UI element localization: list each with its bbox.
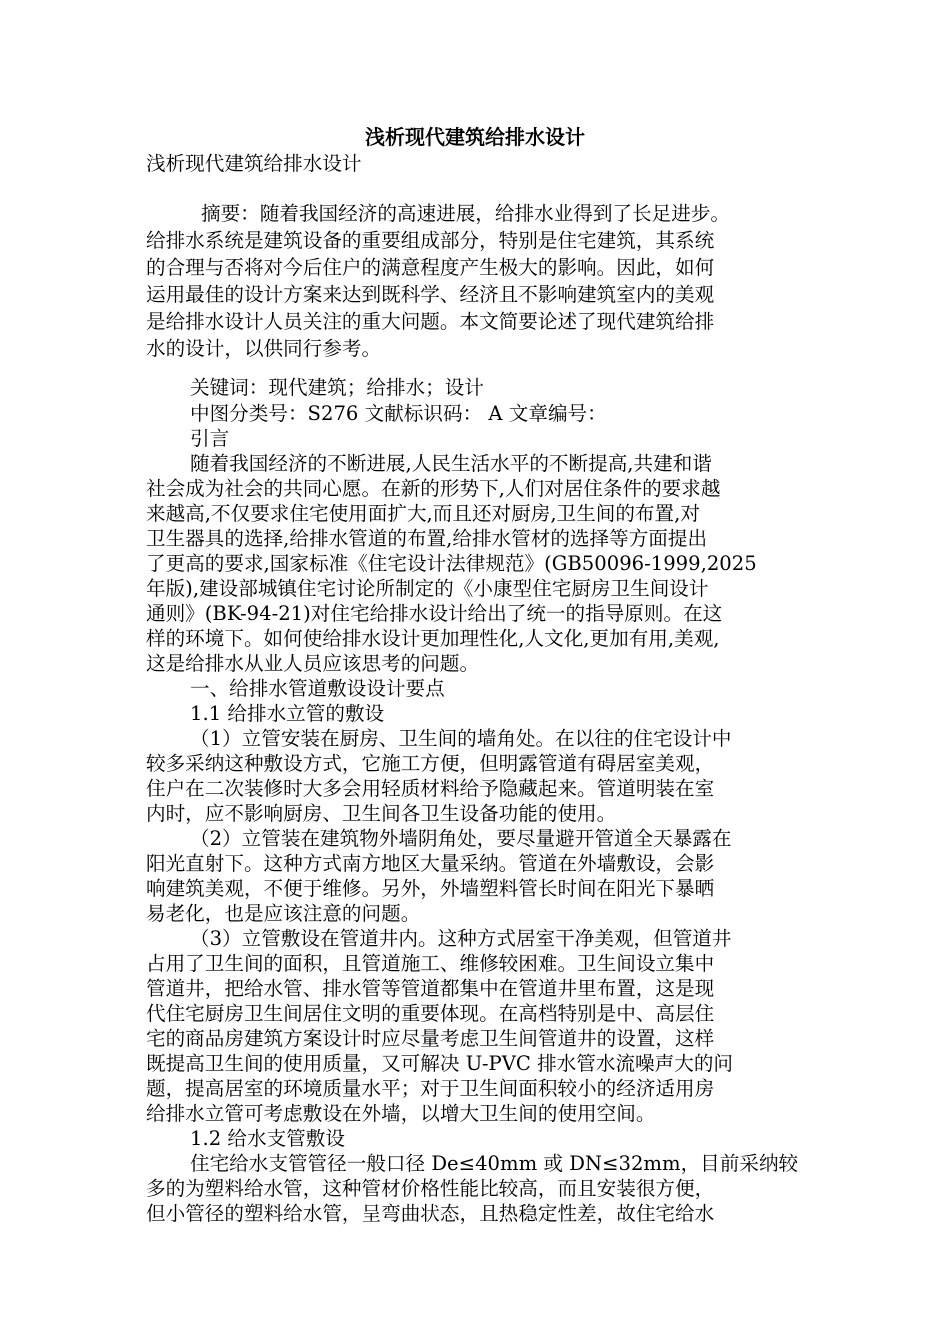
subsection-heading: 1.1 给排水立管的敷设 bbox=[190, 702, 385, 725]
para4-line: 多的为塑料给水管，这种管材价格性能比较高，而且安装很方便， bbox=[146, 1177, 715, 1200]
abstract-line: 水的设计，以供同行参考。 bbox=[146, 337, 382, 360]
para1-line: 内时，应不影响厨房、卫生间各卫生设备功能的使用。 bbox=[146, 802, 617, 825]
para1-line: （1）立管安装在厨房、卫生间的墙角处。在以往的住宅设计中 bbox=[190, 727, 732, 750]
para2-line: 响建筑美观，不便于维修。另外，外墙塑料管长时间在阳光下暴晒 bbox=[146, 877, 715, 900]
intro-line: 这是给排水从业人员应该思考的问题。 bbox=[146, 652, 480, 675]
document-subtitle: 浅析现代建筑给排水设计 bbox=[146, 152, 362, 175]
para3-line: （3）立管敷设在管道井内。这种方式居室干净美观，但管道井 bbox=[190, 927, 732, 950]
para2-line: 阳光直射下。这种方式南方地区大量采纳。管道在外墙敷设，会影 bbox=[146, 852, 715, 875]
intro-line: 来越高,不仅要求住宅使用面扩大,而且还对厨房,卫生间的布置,对 bbox=[146, 502, 700, 525]
para3-line: 管道井，把给水管、排水管等管道都集中在管道井里布置，这是现 bbox=[146, 977, 715, 1000]
intro-line: 卫生器具的选择,给排水管道的布置,给排水管材的选择等方面提出 bbox=[146, 527, 708, 550]
para3-line: 宅的商品房建筑方案设计时应尽量考虑卫生间管道井的设置，这样 bbox=[146, 1027, 715, 1050]
abstract-line: 是给排水设计人员关注的重大问题。本文简要论述了现代建筑给排 bbox=[146, 310, 715, 333]
para1-line: 住户在二次装修时大多会用轻质材料给予隐藏起来。管道明装在室 bbox=[146, 777, 715, 800]
section-heading: 一、给排水管道敷设设计要点 bbox=[190, 677, 445, 700]
keywords-line: 关键词：现代建筑；给排水；设计 bbox=[190, 376, 484, 399]
intro-line: 年版),建设部城镇住宅讨论所制定的《小康型住宅厨房卫生间设计 bbox=[146, 577, 709, 600]
para1-line: 较多采纳这种敷设方式，它施工方便，但明露管道有碍居室美观， bbox=[146, 752, 715, 775]
intro-line: 随着我国经济的不断进展,人民生活水平的不断提高,共建和谐 bbox=[190, 452, 712, 475]
classification-line: 中图分类号：S276 文献标识码： A 文章编号： bbox=[190, 402, 607, 425]
para3-line: 占用了卫生间的面积，且管道施工、维修较困难。卫生间设立集中 bbox=[146, 952, 715, 975]
intro-line: 社会成为社会的共同心愿。在新的形势下,人们对居住条件的要求越 bbox=[146, 477, 721, 500]
para3-line: 题，提高居室的环境质量水平；对于卫生间面积较小的经济适用房 bbox=[146, 1077, 715, 1100]
abstract-line: 给排水系统是建筑设备的重要组成部分，特别是住宅建筑，其系统 bbox=[146, 229, 715, 252]
para3-line: 代住宅厨房卫生间居住文明的重要体现。在高档特别是中、高层住 bbox=[146, 1002, 715, 1025]
abstract-line: 摘要：随着我国经济的高速进展，给排水业得到了长足进步。 bbox=[201, 202, 731, 225]
intro-line: 通则》(BK-94-21)对住宅给排水设计给出了统一的指导原则。在这 bbox=[146, 602, 723, 625]
para4-line: 住宅给水支管管径一般口径 De≤40mm 或 DN≤32mm，目前采纳较 bbox=[190, 1152, 799, 1175]
para3-line: 既提高卫生间的使用质量，又可解决 U-PVC 排水管水流噪声大的问 bbox=[146, 1052, 734, 1075]
intro-line: 样的环境下。如何使给排水设计更加理性化,人文化,更加有用,美观, bbox=[146, 627, 720, 650]
intro-line: 了更高的要求,国家标准《住宅设计法律规范》(GB50096-1999,2025 bbox=[146, 552, 757, 575]
subsection-heading: 1.2 给水支管敷设 bbox=[190, 1127, 345, 1150]
para2-line: 易老化，也是应该注意的问题。 bbox=[146, 902, 421, 925]
document-title: 浅析现代建筑给排水设计 bbox=[365, 125, 585, 149]
abstract-line: 的合理与否将对今后住户的满意程度产生极大的影响。因此，如何 bbox=[146, 256, 715, 279]
para2-line: （2）立管装在建筑物外墙阴角处，要尽量避开管道全天暴露在 bbox=[190, 827, 732, 850]
intro-heading: 引言 bbox=[190, 427, 230, 450]
para3-line: 给排水立管可考虑敷设在外墙，以增大卫生间的使用空间。 bbox=[146, 1102, 656, 1125]
para4-line: 但小管径的塑料给水管，呈弯曲状态，且热稳定性差，故住宅给水 bbox=[146, 1202, 715, 1225]
abstract-line: 运用最佳的设计方案来达到既科学、经济且不影响建筑室内的美观 bbox=[146, 283, 715, 306]
